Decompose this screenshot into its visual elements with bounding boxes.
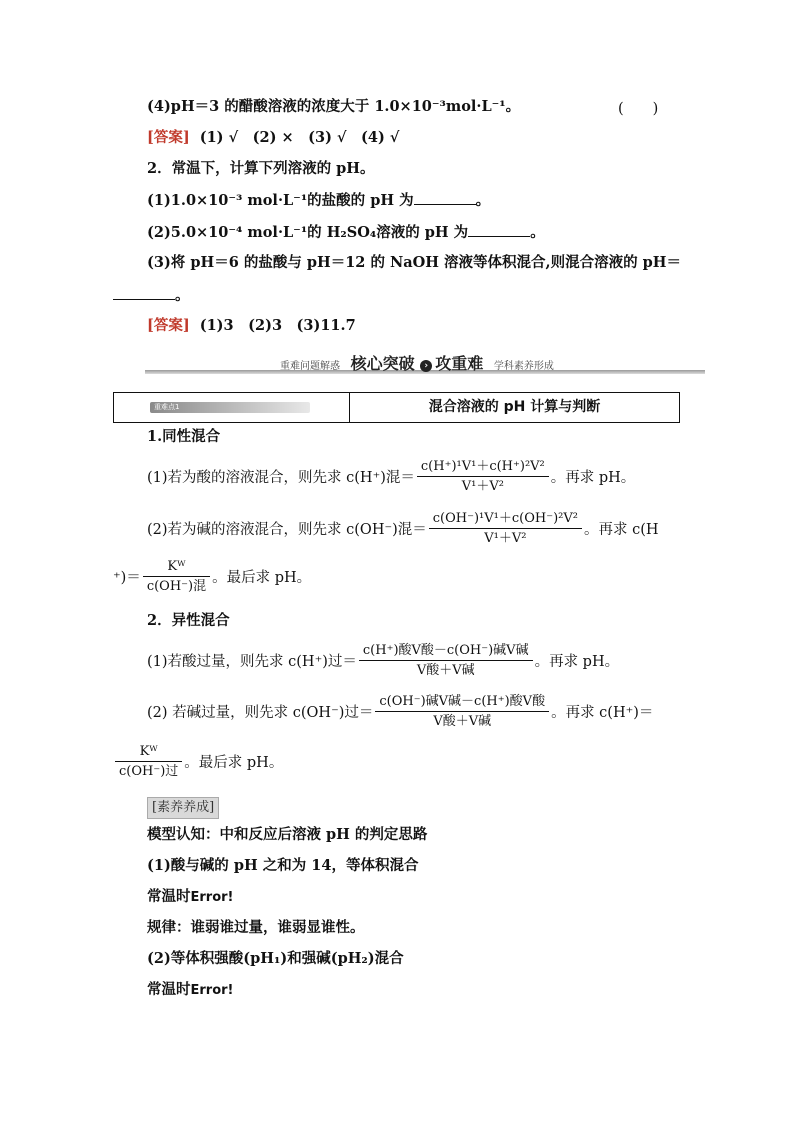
section-banner: 重难问题解惑 核心突破 › 攻重难 学科素养形成 bbox=[145, 348, 705, 376]
section-tag: [素养养成] bbox=[147, 797, 219, 819]
suyang-line-2: (1)酸与碱的 pH 之和为 14，等体积混合 bbox=[147, 857, 419, 874]
fraction: $\frac{\text{c(H⁺)酸V酸－c(OH⁻)碱V碱}}{\text{V酸＋V碱}}$ bbox=[359, 642, 533, 679]
fraction: $\frac{\text{Kᵂ}}{\text{c(OH⁻)过}}$ bbox=[115, 743, 182, 780]
formula-line: (1)若酸过量，则先求 c(H⁺)过＝ $\frac{\text{c(H⁺)酸V酸－c(OH⁻)碱V碱}}{\text{V酸＋V碱}}$ 。再求 pH。 bbox=[147, 643, 620, 678]
formula-line: $\frac{\text{Kᵂ}}{\text{c(OH⁻)过}}$ 。最后求 pH。 bbox=[113, 743, 283, 780]
fraction: $\frac{\text{c(OH⁻)碱V碱－c(H⁺)酸V酸}}{\text{V酸＋V碱}}$ bbox=[375, 693, 549, 730]
fraction: $\frac{\text{c(OH⁻)¹V¹＋c(OH⁻)²V²}}{\text{V¹＋V²}}$ bbox=[429, 510, 582, 547]
arrow-icon: › bbox=[420, 360, 432, 372]
question-2-part-3: (3)将 pH＝6 的盐酸与 pH＝12 的 NaOH 溶液等体积混合,则混合溶液的 pH＝ bbox=[147, 254, 681, 271]
topic-header-table: 重难点1 混合溶液的 pH 计算与判断 bbox=[113, 392, 680, 423]
formula-line: (1)若为酸的溶液混合，则先求 c(H⁺)混＝ $\frac{\text{c(H⁺)¹V¹＋c(H⁺)²V²}}{\text{V¹＋V²}}$ 。再求 pH。 bbox=[147, 459, 636, 494]
suyang-line-6: 常温时Error! bbox=[147, 981, 234, 998]
section-2-title: 2．异性混合 bbox=[147, 612, 230, 629]
suyang-line-5: (2)等体积强酸(pH₁)和强碱(pH₂)混合 bbox=[147, 950, 404, 967]
question-2-part-1: (1)1.0×10⁻³ mol·L⁻¹的盐酸的 pH 为 。 bbox=[147, 192, 491, 209]
error-text: Error! bbox=[190, 983, 234, 998]
suyang-line-4: 规律：谁弱谁过量，谁弱显谁性。 bbox=[147, 919, 365, 936]
section-1-title: 1.同性混合 bbox=[147, 428, 221, 445]
topic-title: 混合溶液的 pH 计算与判断 bbox=[428, 399, 601, 415]
question-4: (4)pH＝3 的醋酸溶液的浓度大于 1.0×10⁻³mol·L⁻¹。 bbox=[147, 98, 521, 115]
suyang-tag-line bbox=[147, 797, 219, 819]
answer-blank[interactable] bbox=[468, 222, 530, 237]
answer-line-2: [答案] (1)3 (2)3 (3)11.7 bbox=[147, 317, 356, 334]
suyang-line-1: 模型认知：中和反应后溶液 pH 的判定思路 bbox=[147, 826, 428, 843]
answer-parentheses: ( ) bbox=[618, 101, 659, 117]
question-2-part-3-blank-line: 。 bbox=[113, 285, 190, 306]
answer-tag: [答案] bbox=[147, 129, 190, 146]
suyang-line-3: 常温时Error! bbox=[147, 888, 234, 905]
question-2-part-2: (2)5.0×10⁻⁴ mol·L⁻¹的 H₂SO₄溶液的 pH 为 。 bbox=[147, 224, 545, 241]
answer-blank[interactable] bbox=[414, 190, 476, 205]
answer-line-1: [答案] (1) √ (2) × (3) √ (4) √ bbox=[147, 129, 400, 146]
question-2-title: 2．常温下，计算下列溶液的 pH。 bbox=[147, 160, 375, 177]
fraction: $\frac{\text{c(H⁺)¹V¹＋c(H⁺)²V²}}{\text{V¹＋V²}}$ bbox=[417, 458, 549, 495]
answer-tag: [答案] bbox=[147, 317, 190, 334]
answer-blank[interactable] bbox=[113, 285, 175, 300]
formula-line: (2)若为碱的溶液混合，则先求 c(OH⁻)混＝ $\frac{\text{c(OH⁻)¹V¹＋c(OH⁻)²V²}}{\text{V¹＋V²}}$ 。再求 c(H bbox=[147, 511, 659, 546]
error-text: Error! bbox=[190, 890, 234, 905]
formula-line: (2) 若碱过量，则先求 c(OH⁻)过＝ $\frac{\text{c(OH⁻)碱V碱－c(H⁺)酸V酸}}{\text{V酸＋V碱}}$ 。再求 c(H⁺)＝ bbox=[147, 694, 654, 729]
formula-line: ⁺)＝ $\frac{\text{Kᵂ}}{\text{c(OH⁻)混}}$ 。最后求 pH。 bbox=[113, 559, 312, 594]
fraction: $\frac{\text{Kᵂ}}{\text{c(OH⁻)混}}$ bbox=[143, 558, 210, 595]
